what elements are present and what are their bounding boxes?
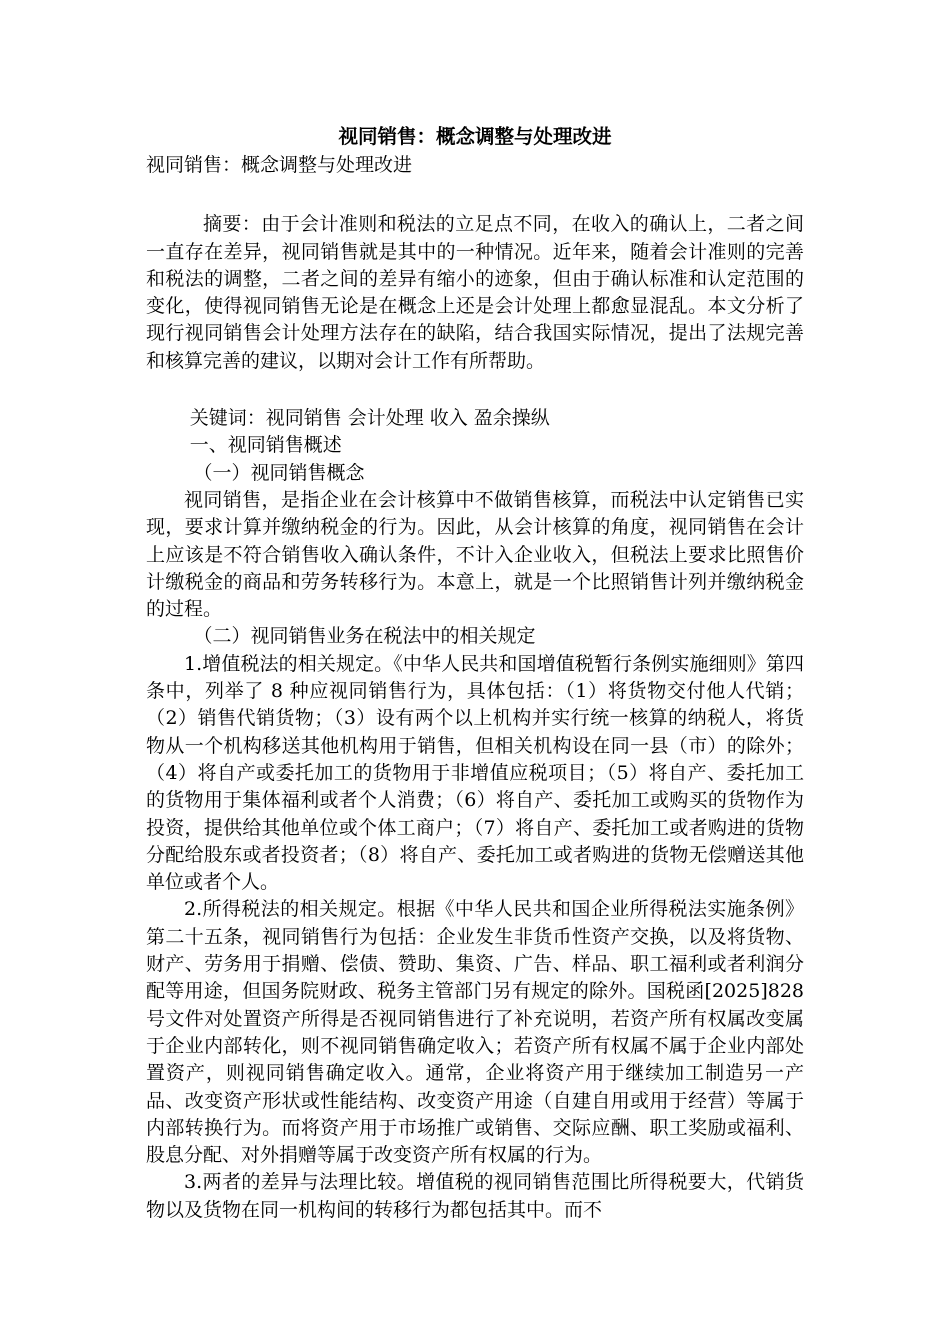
abstract-paragraph: 摘要：由于会计准则和税法的立足点不同，在收入的确认上，二者之间一直存在差异，视同销售就是其中的一种情况。近年来，随着会计准则的完善和税法的调整，二者之间的差异有缩小的迹象，但由于确认标准和认定范围的变化，使得视同销售无论是在概念上还是会计处理上都愈显混乱。本文分析了现行视同销售会计处理方法存在的缺陷，结合我国实际情况，提出了法规完善和核算完善的建议，以期对会计工作有所帮助。: [146, 213, 804, 372]
subsection-heading: （二）视同销售业务在税法中的相关规定: [193, 625, 536, 648]
spacer: [146, 179, 804, 211]
body-paragraph: 视同销售，是指企业在会计核算中不做销售核算，而税法中认定销售已实现，要求计算并缴纳税金的行为。因此，从会计核算的角度，视同销售在会计上应该是不符合销售收入确认条件，不计入企业收入，但税法上要求比照售价计缴税金的商品和劳务转移行为。本意上，就是一个比照销售计列并缴纳税金的过程。: [146, 488, 804, 621]
section-heading: 一、视同销售概述: [189, 434, 342, 457]
keywords-line: 关键词：视同销售 会计处理 收入 盈余操纵: [189, 407, 550, 430]
body-paragraph: 2.所得税法的相关规定。根据《中华人民共和国企业所得税法实施条例》第二十五条，视同销售行为包括：企业发生非货币性资产交换，以及将货物、财产、劳务用于捐赠、偿债、赞助、集资、广告、样品、职工福利或者利润分配等用途，但国务院财政、税务主管部门另有规定的除外。国税函[2025]828 号文件对处置资产所得是否视同销售进行了补充说明，若资产所有权属改变属于企业内部转化，则不视同销售确定收入；若资产所有权属不属于企业内部处置资产，则视同销售确定收入。通常，企业将资产用于继续加工制造另一产品、改变资产形状或性能结构、改变资产用途（自建自用或用于经营）等属于内部转换行为。而将资产用于市场推广或销售、交际应酬、职工奖励或福利、股息分配、对外捐赠等属于改变资产所有权属的行为。: [146, 898, 804, 1167]
document-title: 视同销售：概念调整与处理改进: [338, 125, 612, 148]
body-paragraph: 3.两者的差异与法理比较。增值税的视同销售范围比所得税要大，代销货物以及货物在同一机构间的转移行为都包括其中。而不: [146, 1171, 804, 1221]
spacer: [146, 375, 804, 405]
body-paragraph: 1.增值税法的相关规定。《中华人民共和国增值税暂行条例实施细则》第四条中，列举了 8 种应视同销售行为，具体包括：（1）将货物交付他人代销；（2）销售代销货物；（3）设有两个以上机构并实行统一核算的纳税人，将货物从一个机构移送其他机构用于销售，但相关机构设在同一县（市）的除外；（4）将自产或委托加工的货物用于非增值应税项目；（5）将自产、委托加工的货物用于集体福利或者个人消费；（6）将自产、委托加工或购买的货物作为投资，提供给其他单位或个体工商户；（7）将自产、委托加工或者购进的货物分配给股东或者投资者；（8）将自产、委托加工或者购进的货物无偿赠送其他单位或者个人。: [146, 652, 804, 894]
subsection-heading: （一）视同销售概念: [193, 461, 365, 484]
document-page: [146, 122, 804, 1224]
document-subtitle: 视同销售：概念调整与处理改进: [146, 154, 413, 176]
